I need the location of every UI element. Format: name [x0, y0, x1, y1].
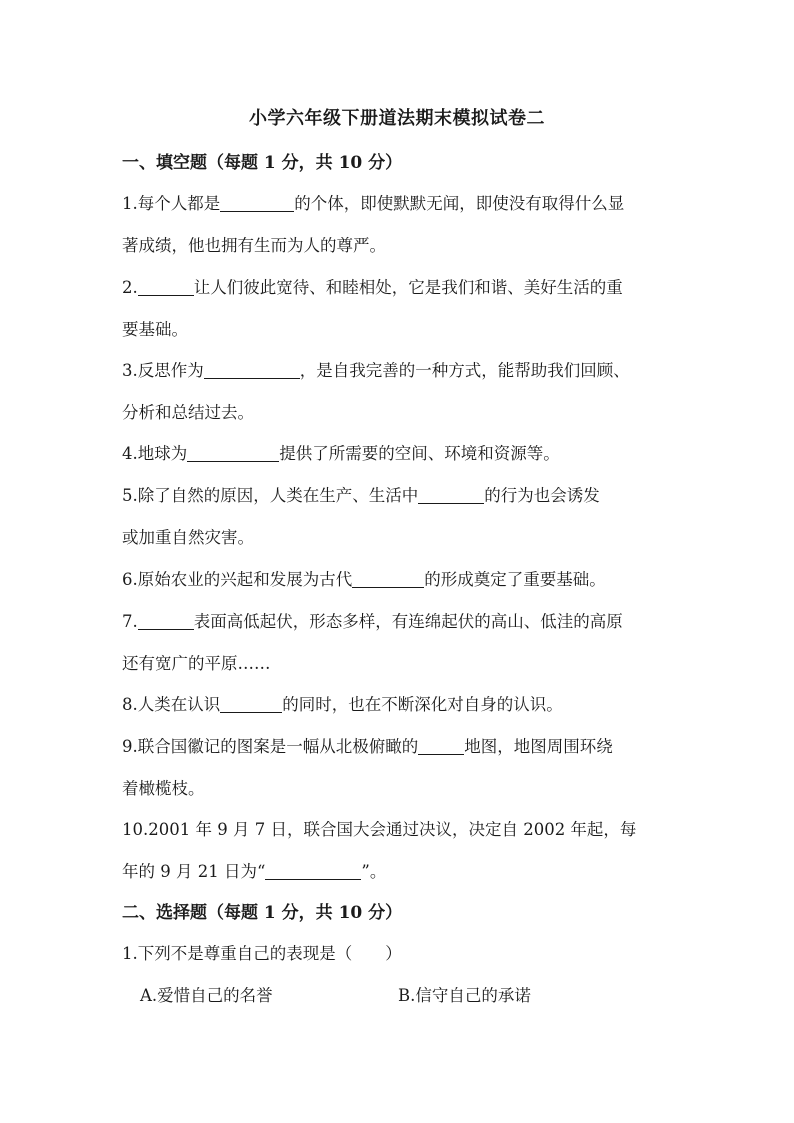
question-8-blank[interactable]: [220, 696, 282, 713]
question-3-text-a: 3.反思作为: [122, 361, 204, 380]
question-5-blank[interactable]: [418, 487, 484, 504]
question-7-blank[interactable]: [138, 613, 194, 630]
question-3-text-b: ，是自我完善的一种方式，能帮助我们回顾、: [299, 361, 630, 380]
question-10-text-a: 10.2001 年 9 月 7 日，联合国大会通过决议，决定自 2002 年起，每: [122, 820, 637, 839]
question-7-text-b: 表面高低起伏，形态多样，有连绵起伏的高山、低洼的高原: [193, 612, 623, 631]
question-9-text-c: 着橄榄枝。: [122, 779, 205, 798]
question-5-line-2: [122, 524, 254, 548]
question-1-line-2: [122, 232, 386, 256]
question-1-blank[interactable]: [220, 195, 294, 212]
question-1-text-a: 1.每个人都是: [122, 194, 221, 213]
question-10-line-1: [122, 816, 636, 840]
question-1-line-1: [122, 190, 624, 214]
page-title: 小学六年级下册道法期末模拟试卷二: [249, 108, 545, 129]
question-9-text-b: 地图，地图周围环绕: [464, 737, 613, 756]
question-10-text-b: 年的 9 月 21 日为“: [122, 862, 266, 881]
question-3-line-1: [122, 357, 630, 381]
question-8-text-b: 的同时，也在不断深化对自身的认识。: [282, 695, 563, 714]
question-5-text-a: 5.除了自然的原因，人类在生产、生活中: [122, 486, 419, 505]
question-2-text-c: 要基础。: [122, 320, 188, 339]
mc-question-1-option-a[interactable]: A.爱惜自己的名誉: [140, 986, 273, 1005]
question-10-text-c: ”。: [361, 862, 387, 881]
mc-question-1-option-b[interactable]: B.信守自己的承诺: [398, 986, 531, 1005]
question-3-line-2: [122, 399, 254, 423]
question-9-line-2: [122, 775, 205, 799]
question-3-text-c: 分析和总结过去。: [122, 403, 254, 422]
question-6-text-a: 6.原始农业的兴起和发展为古代: [122, 570, 353, 589]
question-4-blank[interactable]: [187, 445, 279, 462]
question-9-blank[interactable]: [418, 738, 464, 755]
question-7-text-c: 还有宽广的平原……: [122, 654, 271, 673]
question-6-text-b: 的形成奠定了重要基础。: [424, 570, 606, 589]
question-1-text-c: 著成绩，他也拥有生而为人的尊严。: [122, 236, 386, 255]
question-6-blank[interactable]: [352, 571, 424, 588]
question-7-line-2: [122, 650, 271, 674]
question-4-text-a: 4.地球为: [122, 444, 188, 463]
mc-question-1-stem: 1.下列不是尊重自己的表现是（ ）: [122, 944, 402, 963]
question-8-text-a: 8.人类在认识: [122, 695, 221, 714]
question-4-text-b: 提供了所需要的空间、环境和资源等。: [279, 444, 560, 463]
question-10-blank[interactable]: [265, 863, 361, 880]
section-multiple-choice-heading: 二、选择题（每题 1 分，共 10 分）: [122, 903, 403, 923]
question-3-blank[interactable]: [204, 362, 300, 379]
question-2-line-2: [122, 316, 188, 340]
question-1-text-b: 的个体，即使默默无闻，即使没有取得什么显: [294, 194, 625, 213]
question-2-line-1: [122, 274, 623, 298]
question-6-line-1: [122, 566, 606, 590]
question-7-text-a: 7.: [122, 612, 138, 631]
question-8-line-1: [122, 691, 563, 715]
question-9-line-1: [122, 733, 613, 757]
question-5-text-b: 的行为也会诱发: [484, 486, 600, 505]
question-4-line-1: [122, 440, 560, 464]
question-5-text-c: 或加重自然灾害。: [122, 528, 254, 547]
question-2-text-b: 让人们彼此宽待、和睦相处，它是我们和谐、美好生活的重: [193, 278, 623, 297]
question-7-line-1: [122, 608, 623, 632]
question-10-line-2: [122, 858, 386, 882]
question-2-text-a: 2.: [122, 278, 138, 297]
question-5-line-1: [122, 482, 600, 506]
question-2-blank[interactable]: [138, 279, 194, 296]
section-fill-blank-heading: 一、填空题（每题 1 分，共 10 分）: [122, 153, 403, 173]
question-9-text-a: 9.联合国徽记的图案是一幅从北极俯瞰的: [122, 737, 419, 756]
